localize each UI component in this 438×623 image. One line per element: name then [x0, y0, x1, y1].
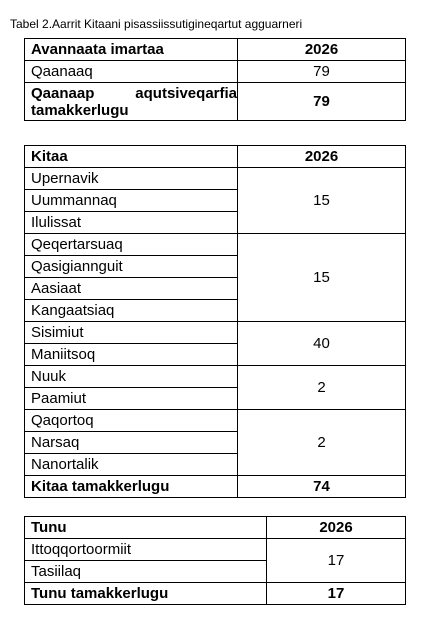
north-table: [24, 38, 406, 121]
west-total-label: Kitaa tamakkerlugu: [25, 476, 238, 498]
total-row: [25, 476, 406, 498]
east-table: [24, 516, 406, 605]
table-row: [25, 234, 406, 256]
group-value: 15: [238, 234, 406, 322]
east-header: Tunu: [25, 517, 267, 539]
table-row: [25, 539, 406, 561]
district-name: Maniitsoq: [25, 344, 238, 366]
table-row: [25, 168, 406, 190]
east-year-header: 2026: [267, 517, 406, 539]
north-total-value: 79: [238, 83, 406, 121]
district-name: Uummannaq: [25, 190, 238, 212]
north-total-label: Qaanaap aqutsiveqarfia tamakkerlugu: [25, 83, 238, 121]
district-name: Narsaq: [25, 432, 238, 454]
group-value: 2: [238, 410, 406, 476]
table-row: [25, 410, 406, 432]
district-name: Ilulissat: [25, 212, 238, 234]
district-name: Qeqertarsuaq: [25, 234, 238, 256]
district-name: Nanortalik: [25, 454, 238, 476]
district-name: Sisimiut: [25, 322, 238, 344]
district-name: Upernavik: [25, 168, 238, 190]
district-name: Tasiilaq: [25, 561, 267, 583]
district-name: Paamiut: [25, 388, 238, 410]
group-value: 15: [238, 168, 406, 234]
district-name: Qaanaaq: [25, 61, 238, 83]
east-total-label: Tunu tamakkerlugu: [25, 583, 267, 605]
west-total-value: 74: [238, 476, 406, 498]
table-caption: Tabel 2.Aarrit Kitaani pisassiissutigineqartut agguarneri: [10, 17, 303, 31]
north-year-header: 2026: [238, 39, 406, 61]
district-value: 79: [238, 61, 406, 83]
district-name: Nuuk: [25, 366, 238, 388]
district-name: Qasigiannguit: [25, 256, 238, 278]
group-value: 40: [238, 322, 406, 366]
west-table: [24, 145, 406, 498]
table-row: [25, 61, 406, 83]
total-row: [25, 83, 406, 121]
district-name: Qaqortoq: [25, 410, 238, 432]
group-value: 17: [267, 539, 406, 583]
west-year-header: 2026: [238, 146, 406, 168]
table-row: [25, 322, 406, 344]
district-name: Ittoqqortoormiit: [25, 539, 267, 561]
district-name: Kangaatsiaq: [25, 300, 238, 322]
group-value: 2: [238, 366, 406, 410]
west-header: Kitaa: [25, 146, 238, 168]
district-name: Aasiaat: [25, 278, 238, 300]
east-total-value: 17: [267, 583, 406, 605]
total-row: [25, 583, 406, 605]
table-row: [25, 366, 406, 388]
north-header: Avannaata imartaa: [25, 39, 238, 61]
